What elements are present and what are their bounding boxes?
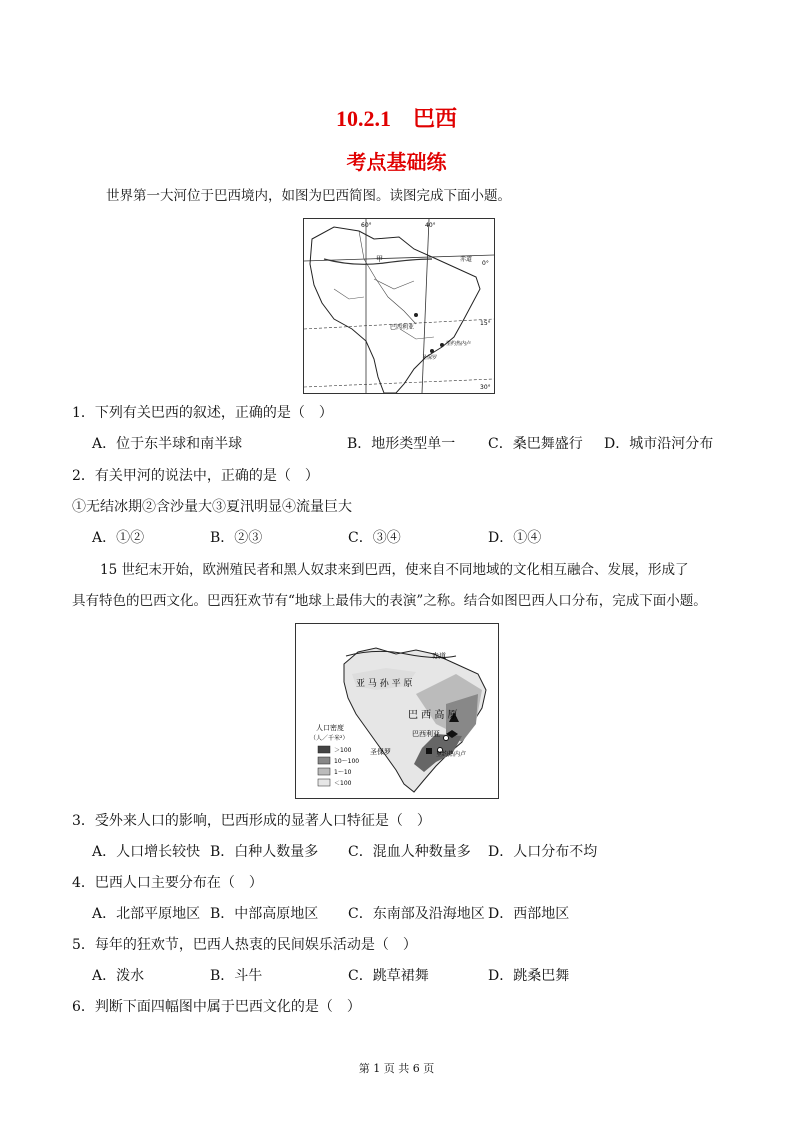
lat-label-0: 0°: [482, 260, 489, 267]
q3-option-b[interactable]: B．白种人数量多: [210, 844, 319, 860]
saopaulo-label-2: 圣保罗: [370, 748, 391, 756]
q2-option-d[interactable]: D．①④: [488, 530, 542, 546]
page-subtitle: 考点基础练: [346, 150, 447, 174]
legend-swatch-4: [318, 779, 330, 786]
q5-option-b[interactable]: B．斗牛: [210, 968, 263, 984]
river-label: 甲: [376, 255, 383, 263]
question-2-statements: ①无结冰期②含沙量大③夏汛明显④流量巨大: [72, 499, 352, 515]
legend-label-4: ＜100: [334, 780, 352, 787]
q5-option-d[interactable]: D．跳桑巴舞: [488, 968, 570, 984]
equator-label-2: 赤道: [432, 652, 446, 660]
q1-option-d[interactable]: D．城市沿河分布: [604, 436, 714, 452]
question-5-stem: 5．每年的狂欢节，巴西人热衷的民间娱乐活动是（ ）: [72, 937, 417, 953]
q1-option-a[interactable]: A．位于东半球和南半球: [92, 436, 243, 452]
q4-option-d[interactable]: D．西部地区: [488, 906, 570, 922]
lat-label-30: 30°: [480, 384, 491, 391]
lon-label-40: 40°: [425, 222, 436, 229]
lon-label-60: 60°: [361, 222, 372, 229]
question-4-options: [92, 905, 752, 923]
question-3-stem: 3．受外来人口的影响，巴西形成的显著人口特征是（ ）: [72, 813, 431, 829]
q4-option-b[interactable]: B．中部高原地区: [210, 906, 319, 922]
question-3-options: [92, 843, 752, 861]
q5-option-c[interactable]: C．跳草裙舞: [348, 968, 429, 984]
q1-option-c[interactable]: C．桑巴舞盛行: [488, 436, 583, 452]
rio-label-2: 里约热内卢: [436, 751, 467, 758]
lat-label-15: 15°: [480, 320, 491, 327]
question-1-stem: 1．下列有关巴西的叙述，正确的是（ ）: [72, 405, 333, 421]
q4-option-a[interactable]: A．北部平原地区: [92, 906, 201, 922]
question-2-stem: 2．有关甲河的说法中，正确的是（ ）: [72, 468, 319, 484]
legend-swatch-3: [318, 768, 330, 775]
q2-option-c[interactable]: C．③④: [348, 530, 401, 546]
brazil-population-map: [295, 623, 499, 799]
legend-label-1: ＞100: [334, 747, 352, 754]
legend-label-2: 10～100: [334, 758, 360, 765]
amazon-plain-label: 亚 马 孙 平 原: [356, 679, 413, 689]
intro-paragraph-2-line-2: 具有特色的巴西文化。巴西狂欢节有“地球上最伟大的表演”之称。结合如图巴西人口分布，完成下面小题。: [72, 593, 707, 609]
legend-unit: （人／千米²）: [310, 735, 349, 742]
intro-paragraph-1: 世界第一大河位于巴西境内，如图为巴西简图。读图完成下面小题。: [106, 188, 511, 204]
saopaulo-label: 圣保罗: [422, 355, 438, 361]
brazil-population-map-svg: [296, 624, 498, 798]
brasilia-label-2: 巴西利亚: [412, 730, 440, 738]
rio-label: 里约热内卢: [446, 341, 472, 347]
q3-option-a[interactable]: A．人口增长较快: [92, 844, 201, 860]
legend-title: 人口密度: [316, 724, 344, 732]
question-5-options: [92, 967, 752, 985]
question-1-options: [92, 435, 752, 453]
page-title: 10.2.1 巴西: [335, 106, 457, 131]
legend-swatch-1: [318, 746, 330, 753]
page-footer: 第 1 页 共 6 页: [358, 1062, 435, 1075]
q2-option-a[interactable]: A．①②: [92, 530, 145, 546]
question-6-stem: 6．判断下面四幅图中属于巴西文化的是（ ）: [72, 999, 361, 1015]
q4-option-c[interactable]: C．东南部及沿海地区: [348, 906, 485, 922]
legend-label-3: 1～10: [334, 769, 352, 776]
question-2-options: [92, 529, 752, 547]
brazil-outline-map: [303, 218, 495, 394]
q5-option-a[interactable]: A．泼水: [92, 968, 145, 984]
legend-swatch-2: [318, 757, 330, 764]
q1-option-b[interactable]: B．地形类型单一: [347, 436, 456, 452]
q2-option-b[interactable]: B．②③: [210, 530, 263, 546]
intro-paragraph-2-line-1: 15 世纪末开始，欧洲殖民者和黑人奴隶来到巴西，使来自不同地域的文化相互融合、发展，形成了: [100, 562, 689, 578]
brazil-outline-map-svg: [304, 219, 494, 393]
q3-option-d[interactable]: D．人口分布不均: [488, 844, 598, 860]
brazil-plateau-label: 巴 西 高 原: [408, 710, 458, 721]
question-4-stem: 4．巴西人口主要分布在（ ）: [72, 875, 263, 891]
brasilia-label: 巴西利亚: [390, 324, 415, 331]
q3-option-c[interactable]: C．混血人种数量多: [348, 844, 471, 860]
equator-label: 赤道: [460, 256, 473, 263]
